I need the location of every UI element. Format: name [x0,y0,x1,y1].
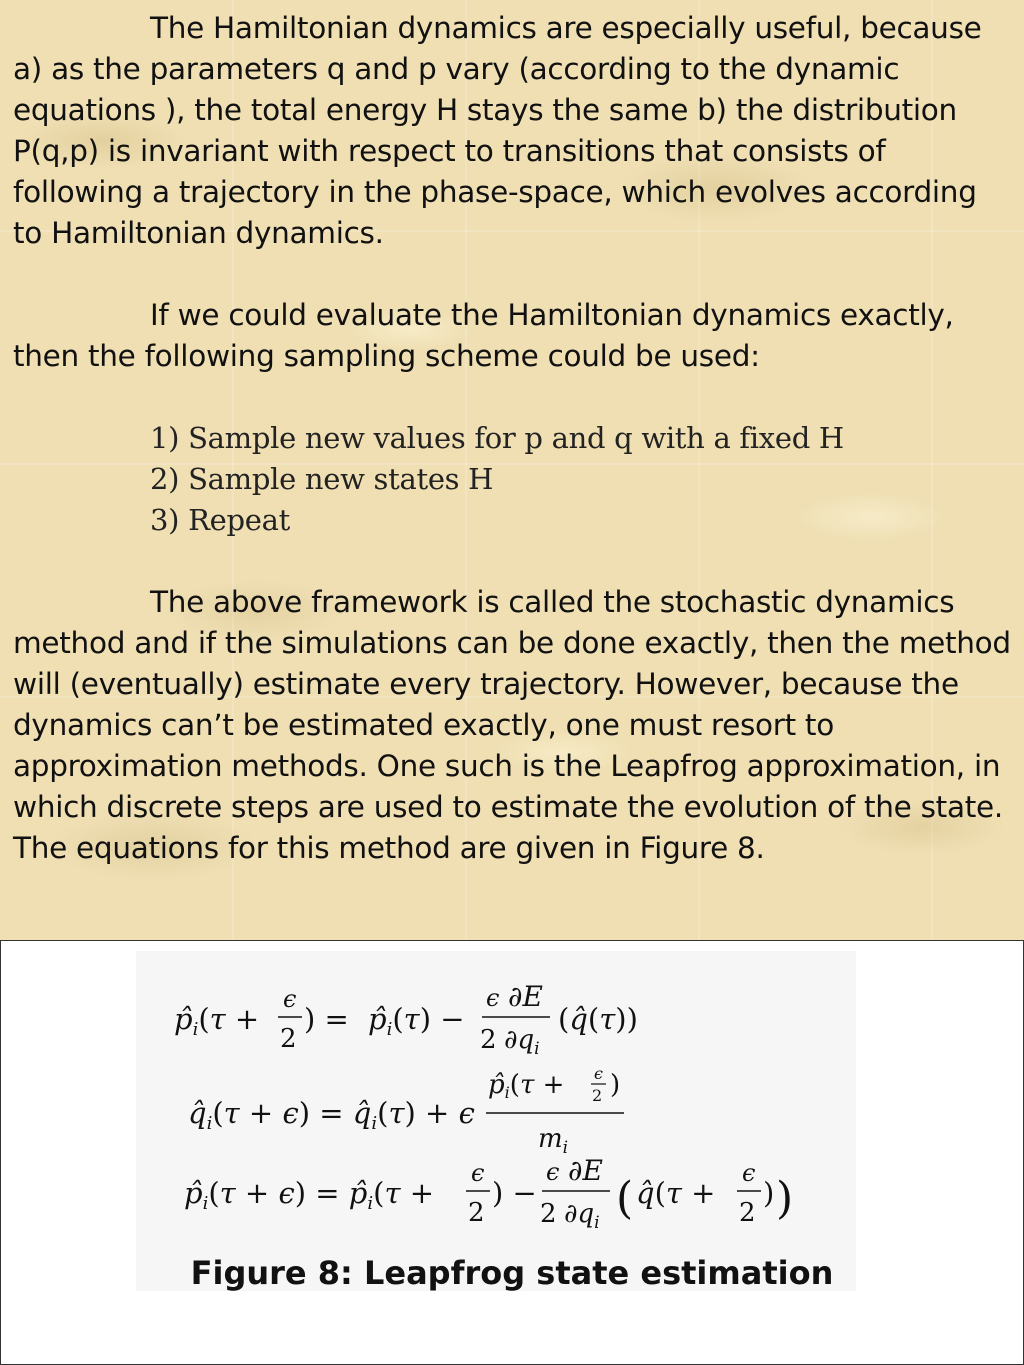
equation-position-step [188,1064,624,1158]
svg-text:): ) [763,1176,775,1210]
svg-text:∂E: ∂E [508,980,543,1013]
step-item: 2) Sample new states H [150,462,494,496]
svg-text:2: 2 [280,1024,297,1054]
svg-text:): ) [610,1070,621,1100]
svg-text:ϵ: ϵ [742,1159,756,1187]
svg-text:(q̂(τ)): (q̂(τ)) [558,1002,638,1036]
equations-image [136,951,856,1291]
svg-text:p̂i(τ) −: $p̂_i(\tau)$ − [368,1002,465,1040]
figure-caption: Figure 8: Leapfrog state estimation [190,1254,834,1292]
svg-text:2: 2 [540,1199,557,1229]
step-item: 1) Sample new values for p and q with a fixed H [150,421,844,455]
svg-text:2: 2 [592,1086,603,1105]
figure-8 [0,940,1024,1365]
body-text [13,8,1013,910]
svg-text:p̂i(τ + ϵ) = p̂i(τ +: $p̂_i(\tau + \epsilon)$ = $p̂_i(\tau$ + [184,1176,435,1214]
svg-text:q̂i(τ + ϵ) = q̂i(τ) + ϵ: $q̂_i(\tau + \epsilon)$ = $q̂_i(\tau) + \epsilon$ [188,1096,475,1134]
svg-text:(: ( [616,1173,634,1224]
svg-text:mi: $m_i$ [538,1124,569,1158]
svg-text:ϵ: ϵ [594,1064,603,1083]
equation-momentum-half-step [174,980,638,1059]
svg-text:∂qi: $\partial q_i$ [504,1025,540,1059]
svg-text:∂qi: $\partial q_i$ [564,1199,600,1233]
svg-text:2: 2 [468,1198,485,1228]
paragraph-stochastic-dynamics: The above framework is called the stochastic dynamics method and if the simulations can be done exactly, then the method will (eventually) estimate every trajectory. However, because the dynamics can’t be estimated exactly, one must resort to approximation methods. One such is the Leapfrog approximation, in which discrete steps are used to estimate the evolution of the state. The equations for this method are given in Figure 8. [13,585,1011,865]
svg-text:2: 2 [739,1198,756,1228]
step-item: 3) Repeat [150,503,290,537]
svg-text:ϵ: ϵ [486,984,500,1012]
paragraph-sampling-scheme: If we could evaluate the Hamiltonian dynamics exactly, then the following sampling scheme could be used: [13,298,954,373]
svg-text:): ) [776,1173,794,1224]
svg-text:p̂i(τ +: p̂i(τ + [488,1070,565,1102]
svg-text:ϵ: ϵ [471,1159,485,1187]
equation-momentum-full-step [184,1154,793,1233]
svg-text:ϵ: ϵ [546,1158,560,1186]
svg-text:∂E: ∂E [568,1154,603,1187]
paragraph-hamiltonian-dynamics: The Hamiltonian dynamics are especially useful, because a) as the parameters q and p vary (according to the dynamic equations ), the total energy H stays the same b) the distribution P(q,p) is invariant with respect to transitions that consists of following a trajectory in the phase-space, which evolves according to Hamiltonian dynamics. [13,11,982,250]
svg-text:) =: ) = [304,1002,349,1036]
sampling-steps-list [13,418,1013,541]
svg-text:p̂i(τ +: $p̂_i(\tau$ + [174,1002,260,1040]
svg-text:ϵ: ϵ [283,985,297,1013]
leapfrog-equations [136,951,856,1291]
svg-text:) −: ) − [492,1176,537,1210]
svg-text:2: 2 [480,1025,497,1055]
svg-text:q̂(τ +: q̂(τ + [636,1176,716,1210]
